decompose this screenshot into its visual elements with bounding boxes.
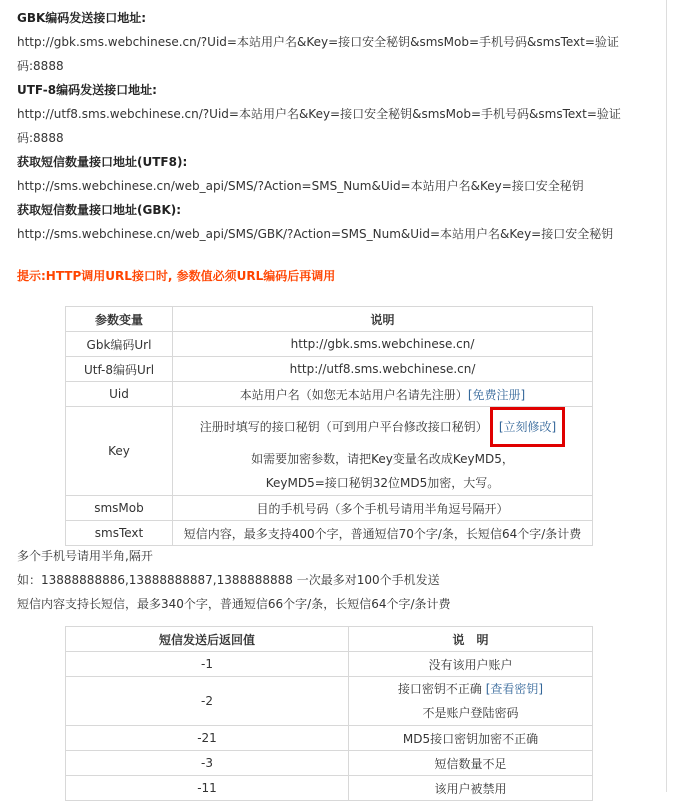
utf8-heading: UTF-8编码发送接口地址: (17, 83, 157, 97)
gbk-url-line1: http://gbk.sms.webchinese.cn/?Uid=本站用户名&Key=接口安全秘钥&smsMob=手机号码&smsText=验证 (17, 35, 619, 49)
param-table (65, 306, 593, 546)
return-desc-text: 接口密钥不正确 (397, 682, 482, 696)
table-row (66, 652, 593, 677)
return-desc: MD5接口密钥加密不正确 (349, 726, 593, 751)
table-row (66, 357, 593, 382)
param-desc: http://gbk.sms.webchinese.cn/ (173, 332, 593, 357)
gbk-url-line2: 码:8888 (17, 59, 64, 73)
table-header: 参数变量 (66, 307, 173, 332)
key-desc-line2: 如需要加密参数，请把Key变量名改成KeyMD5， (251, 452, 514, 466)
table-header: 说 明 (349, 627, 593, 652)
table-row (66, 776, 593, 801)
note-line: 如：13888888886,13888888887,1388888888 一次最多对100个手机发送 (17, 573, 440, 587)
param-name: Uid (66, 382, 173, 407)
return-desc: 该用户被禁用 (349, 776, 593, 801)
return-desc-line2: 不是账户登陆密码 (422, 706, 519, 720)
utf8-url-line1: http://utf8.sms.webchinese.cn/?Uid=本站用户名&Key=接口安全秘钥&smsMob=手机号码&smsText=验证 (17, 107, 621, 121)
table-header: 短信发送后返回值 (66, 627, 349, 652)
free-register-link[interactable]: [免费注册] (467, 387, 526, 402)
utf8-url[interactable] (17, 102, 647, 150)
param-name: Utf-8编码Url (66, 357, 173, 382)
gbk-url[interactable] (17, 30, 647, 78)
table-row (66, 726, 593, 751)
modify-now-link[interactable]: [立刻修改] (498, 420, 557, 434)
key-desc-line3: KeyMD5=接口秘钥32位MD5加密，大写。 (265, 476, 500, 490)
return-code-table (65, 626, 593, 801)
utf8-url-line2: 码:8888 (17, 131, 64, 145)
param-desc: http://utf8.sms.webchinese.cn/ (173, 357, 593, 382)
table-header: 说明 (173, 307, 593, 332)
return-desc-line1 (349, 677, 592, 701)
note-line: 多个手机号请用半角,隔开 (17, 549, 153, 563)
sms-num-gbk-url[interactable]: http://sms.webchinese.cn/web_api/SMS/GBK/?Action=SMS_Num&Uid=本站用户名&Key=接口安全秘钥 (17, 227, 614, 241)
return-desc: 短信数量不足 (349, 751, 593, 776)
table-row (66, 332, 593, 357)
param-name: Gbk编码Url (66, 332, 173, 357)
return-code: -11 (66, 776, 349, 801)
return-code: -21 (66, 726, 349, 751)
table-row (66, 407, 593, 496)
table-row (66, 677, 593, 726)
return-code: -2 (66, 677, 349, 726)
param-desc (173, 382, 593, 407)
highlight-box (490, 407, 565, 447)
param-desc: 目的手机号码（多个手机号请用半角逗号隔开） (173, 496, 593, 521)
param-name: smsMob (66, 496, 173, 521)
key-desc-text: 注册时填写的接口秘钥（可到用户平台修改接口秘钥） (199, 420, 488, 434)
sms-num-utf8-url[interactable]: http://sms.webchinese.cn/web_api/SMS/?Action=SMS_Num&Uid=本站用户名&Key=接口安全秘钥 (17, 179, 584, 193)
return-code: -1 (66, 652, 349, 677)
table-header-row (66, 627, 593, 652)
gbk-heading: GBK编码发送接口地址: (17, 11, 147, 25)
return-desc (349, 677, 593, 726)
param-name: Key (66, 407, 173, 496)
sms-notes (17, 544, 637, 616)
param-name: smsText (66, 521, 173, 546)
key-desc-line1 (173, 407, 592, 447)
table-row (66, 751, 593, 776)
table-header-row (66, 307, 593, 332)
param-desc: 短信内容，最多支持400个字，普通短信70个字/条，长短信64个字/条计费 (173, 521, 593, 546)
return-desc: 没有该用户账户 (349, 652, 593, 677)
note-line: 短信内容支持长短信，最多340个字，普通短信66个字/条，长短信64个字/条计费 (17, 597, 451, 611)
uid-desc: 本站用户名（如您无本站用户名请先注册） (239, 387, 468, 402)
sms-num-utf8-heading: 获取短信数量接口地址(UTF8): (17, 155, 188, 169)
table-row (66, 496, 593, 521)
table-row (66, 382, 593, 407)
param-desc (173, 407, 593, 496)
api-doc-content (17, 0, 647, 288)
page-border (666, 0, 667, 792)
table-row (66, 521, 593, 546)
view-key-link[interactable]: [查看密钥] (485, 682, 544, 696)
sms-num-gbk-heading: 获取短信数量接口地址(GBK): (17, 203, 182, 217)
return-code: -3 (66, 751, 349, 776)
url-encode-tip: 提示:HTTP调用URL接口时, 参数值必须URL编码后再调用 (17, 269, 336, 283)
